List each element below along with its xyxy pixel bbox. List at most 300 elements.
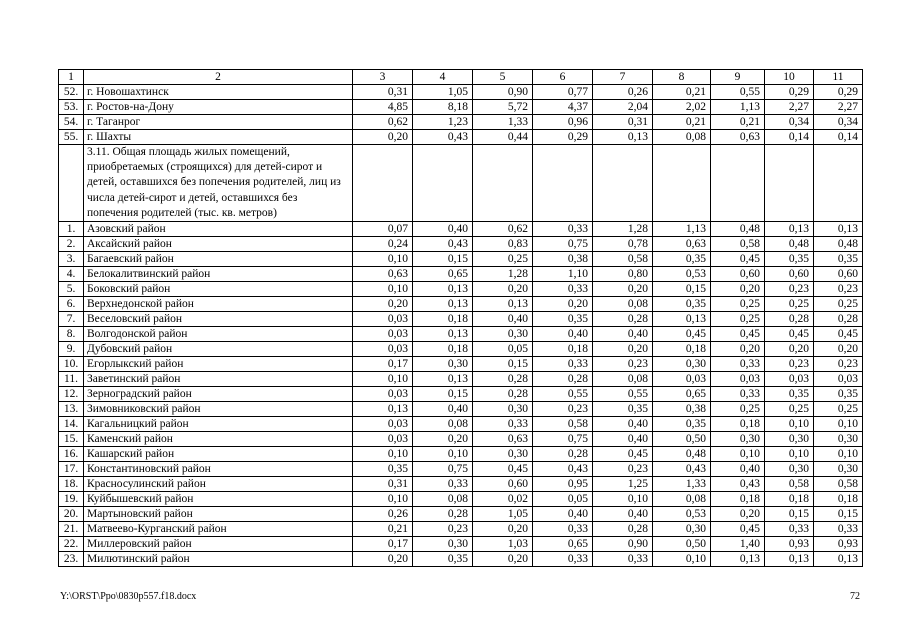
value-cell: 0,53: [653, 267, 711, 282]
row-number: 7.: [59, 312, 84, 327]
value-cell: 0,90: [473, 85, 533, 100]
value-cell: 0,13: [711, 552, 765, 567]
row-name: Веселовский район: [84, 312, 353, 327]
table-row: [59, 282, 863, 297]
value-cell: 0,15: [814, 507, 863, 522]
value-cell: 0,35: [814, 252, 863, 267]
table-row: [59, 492, 863, 507]
value-cell: 2,27: [814, 100, 863, 115]
row-number: 17.: [59, 462, 84, 477]
table-row: [59, 372, 863, 387]
table-row: [59, 552, 863, 567]
row-name: Волгодонской район: [84, 327, 353, 342]
row-number: 8.: [59, 327, 84, 342]
value-cell: 0,43: [711, 477, 765, 492]
row-number: 16.: [59, 447, 84, 462]
value-cell: 0,31: [593, 115, 653, 130]
value-cell: 0,28: [593, 312, 653, 327]
value-cell: 0,20: [593, 282, 653, 297]
value-cell: 0,10: [353, 492, 413, 507]
value-cell: 0,28: [473, 372, 533, 387]
value-cell: 0,03: [353, 312, 413, 327]
row-number: 5.: [59, 282, 84, 297]
value-cell: 0,60: [765, 267, 814, 282]
value-cell: 0,10: [814, 417, 863, 432]
value-cell: 0,15: [473, 357, 533, 372]
header-cell: 10: [765, 70, 814, 85]
value-cell: 0,13: [473, 297, 533, 312]
table-row: [59, 432, 863, 447]
value-cell: 0,35: [765, 252, 814, 267]
value-cell: 0,18: [814, 492, 863, 507]
value-cell: 0,34: [765, 115, 814, 130]
row-name: г. Ростов-на-Дону: [84, 100, 353, 115]
value-cell: 0,90: [593, 537, 653, 552]
value-cell: 0,75: [533, 432, 593, 447]
value-cell: 0,28: [814, 312, 863, 327]
value-cell: 0,48: [653, 447, 711, 462]
value-cell: 0,29: [533, 130, 593, 145]
table-row: [59, 417, 863, 432]
value-cell: 8,18: [413, 100, 473, 115]
value-cell: 0,18: [653, 342, 711, 357]
value-cell: 0,18: [533, 342, 593, 357]
value-cell: 0,26: [353, 507, 413, 522]
header-cell: 5: [473, 70, 533, 85]
value-cell: 0,45: [814, 327, 863, 342]
value-cell: 0,65: [533, 537, 593, 552]
row-name: Куйбышевский район: [84, 492, 353, 507]
value-cell: 0,18: [765, 492, 814, 507]
value-cell: 0,65: [653, 387, 711, 402]
value-cell: 0,20: [711, 507, 765, 522]
value-cell: 0,18: [413, 342, 473, 357]
value-cell: 1,28: [593, 222, 653, 237]
header-cell: 3: [353, 70, 413, 85]
row-name: Константиновский район: [84, 462, 353, 477]
value-cell: 1,03: [473, 537, 533, 552]
value-cell: 0,13: [765, 552, 814, 567]
value-cell: 0,20: [814, 342, 863, 357]
value-cell: 0,03: [353, 342, 413, 357]
value-cell: 0,78: [593, 237, 653, 252]
value-cell: 0,35: [814, 387, 863, 402]
value-cell: 0,30: [653, 357, 711, 372]
value-cell: 2,02: [653, 100, 711, 115]
value-cell: 0,45: [473, 462, 533, 477]
value-cell: 0,10: [353, 372, 413, 387]
value-cell: 0,35: [765, 387, 814, 402]
row-number: 52.: [59, 85, 84, 100]
value-cell: 0,23: [413, 522, 473, 537]
empty-value-cell: [533, 145, 593, 222]
value-cell: 0,75: [413, 462, 473, 477]
value-cell: 0,62: [473, 222, 533, 237]
value-cell: 0,35: [653, 417, 711, 432]
value-cell: 0,23: [814, 357, 863, 372]
value-cell: 0,08: [413, 492, 473, 507]
value-cell: 0,33: [533, 552, 593, 567]
row-number: 55.: [59, 130, 84, 145]
value-cell: 0,43: [413, 237, 473, 252]
value-cell: 0,65: [413, 267, 473, 282]
value-cell: 0,75: [533, 237, 593, 252]
value-cell: 0,58: [814, 477, 863, 492]
table-row: [59, 222, 863, 237]
value-cell: 0,13: [413, 297, 473, 312]
row-number: 1.: [59, 222, 84, 237]
value-cell: 0,55: [711, 85, 765, 100]
value-cell: 0,33: [814, 522, 863, 537]
value-cell: 0,45: [593, 447, 653, 462]
value-cell: 0,60: [711, 267, 765, 282]
value-cell: 0,29: [814, 85, 863, 100]
value-cell: 0,14: [814, 130, 863, 145]
value-cell: 0,30: [653, 522, 711, 537]
section-title: 3.11. Общая площадь жилых помещений, приобретаемых (строящихся) для детей-сирот и детей, оставшихся без попечения родителей, лиц из числа детей-сирот и детей, оставшихся без попечения родителей (тыс. кв. метров): [84, 145, 353, 222]
table-row: [59, 100, 863, 115]
value-cell: 0,03: [765, 372, 814, 387]
value-cell: 0,63: [473, 432, 533, 447]
value-cell: 0,40: [593, 507, 653, 522]
value-cell: 0,35: [653, 252, 711, 267]
row-number: 21.: [59, 522, 84, 537]
value-cell: 0,03: [353, 387, 413, 402]
value-cell: 0,40: [711, 462, 765, 477]
row-name: г. Новошахтинск: [84, 85, 353, 100]
section-header-row: [59, 145, 863, 222]
value-cell: 0,33: [533, 282, 593, 297]
value-cell: 0,25: [814, 402, 863, 417]
value-cell: 0,35: [353, 462, 413, 477]
value-cell: 0,20: [353, 130, 413, 145]
value-cell: 1,05: [413, 85, 473, 100]
header-cell: 9: [711, 70, 765, 85]
table-row: [59, 342, 863, 357]
value-cell: 0,08: [593, 372, 653, 387]
value-cell: 0,50: [653, 432, 711, 447]
value-cell: 0,24: [353, 237, 413, 252]
table-row: [59, 237, 863, 252]
value-cell: 0,43: [533, 462, 593, 477]
value-cell: 0,63: [711, 130, 765, 145]
value-cell: 0,28: [473, 387, 533, 402]
value-cell: 0,62: [353, 115, 413, 130]
value-cell: 0,18: [711, 492, 765, 507]
header-cell: 2: [84, 70, 353, 85]
value-cell: 0,48: [711, 222, 765, 237]
value-cell: 0,13: [593, 130, 653, 145]
value-cell: 2,04: [593, 100, 653, 115]
value-cell: 0,45: [653, 327, 711, 342]
value-cell: 0,23: [593, 357, 653, 372]
value-cell: 0,23: [593, 462, 653, 477]
value-cell: 1,33: [473, 115, 533, 130]
value-cell: 0,25: [814, 297, 863, 312]
value-cell: 0,33: [533, 357, 593, 372]
value-cell: 0,30: [765, 432, 814, 447]
value-cell: 0,40: [593, 417, 653, 432]
value-cell: 0,13: [814, 552, 863, 567]
data-table: [58, 69, 863, 567]
value-cell: 0,20: [353, 552, 413, 567]
row-name: Милютинский район: [84, 552, 353, 567]
value-cell: 0,83: [473, 237, 533, 252]
row-name: Белокалитвинский район: [84, 267, 353, 282]
value-cell: 0,30: [814, 432, 863, 447]
value-cell: 0,03: [814, 372, 863, 387]
value-cell: 0,30: [814, 462, 863, 477]
value-cell: 0,43: [413, 130, 473, 145]
row-name: Азовский район: [84, 222, 353, 237]
value-cell: 0,21: [653, 115, 711, 130]
empty-value-cell: [653, 145, 711, 222]
value-cell: 0,14: [765, 130, 814, 145]
value-cell: 0,15: [413, 252, 473, 267]
row-number: 22.: [59, 537, 84, 552]
value-cell: 0,08: [653, 492, 711, 507]
value-cell: 0,35: [533, 312, 593, 327]
row-number: 14.: [59, 417, 84, 432]
value-cell: 0,96: [533, 115, 593, 130]
value-cell: 0,38: [653, 402, 711, 417]
value-cell: 0,20: [353, 297, 413, 312]
value-cell: 0,48: [765, 237, 814, 252]
row-name: Аксайский район: [84, 237, 353, 252]
value-cell: 0,34: [814, 115, 863, 130]
empty-value-cell: [593, 145, 653, 222]
value-cell: 0,23: [765, 357, 814, 372]
value-cell: 0,02: [473, 492, 533, 507]
value-cell: 0,33: [413, 477, 473, 492]
value-cell: 0,30: [473, 402, 533, 417]
value-cell: 1,40: [711, 537, 765, 552]
value-cell: 0,13: [413, 372, 473, 387]
empty-value-cell: [413, 145, 473, 222]
value-cell: 0,40: [593, 327, 653, 342]
row-name: г. Шахты: [84, 130, 353, 145]
value-cell: 0,30: [413, 357, 473, 372]
table-row: [59, 447, 863, 462]
row-number: 18.: [59, 477, 84, 492]
value-cell: 0,10: [814, 447, 863, 462]
value-cell: 0,55: [533, 387, 593, 402]
row-number: 10.: [59, 357, 84, 372]
value-cell: 0,03: [711, 372, 765, 387]
value-cell: 0,17: [353, 537, 413, 552]
value-cell: 0,35: [593, 402, 653, 417]
row-name: Кагальницкий район: [84, 417, 353, 432]
value-cell: 0,33: [711, 387, 765, 402]
value-cell: 0,58: [533, 417, 593, 432]
footer-file-path: Y:\ORST\Ppo\0830p557.f18.docx: [60, 591, 197, 602]
value-cell: 0,58: [711, 237, 765, 252]
value-cell: 0,20: [711, 342, 765, 357]
row-name: Егорлыкский район: [84, 357, 353, 372]
value-cell: 0,23: [533, 402, 593, 417]
value-cell: 0,15: [653, 282, 711, 297]
empty-value-cell: [814, 145, 863, 222]
value-cell: 0,10: [765, 447, 814, 462]
value-cell: 0,33: [593, 552, 653, 567]
value-cell: 0,18: [413, 312, 473, 327]
value-cell: 0,08: [593, 297, 653, 312]
row-number: 11.: [59, 372, 84, 387]
value-cell: 0,13: [653, 312, 711, 327]
row-number: 6.: [59, 297, 84, 312]
value-cell: 0,93: [814, 537, 863, 552]
value-cell: 1,13: [653, 222, 711, 237]
table-row: [59, 130, 863, 145]
value-cell: 0,25: [711, 312, 765, 327]
value-cell: 0,10: [413, 447, 473, 462]
value-cell: 0,23: [765, 282, 814, 297]
value-cell: 2,27: [765, 100, 814, 115]
value-cell: 0,45: [711, 522, 765, 537]
value-cell: 0,60: [473, 477, 533, 492]
value-cell: 0,95: [533, 477, 593, 492]
row-number: 20.: [59, 507, 84, 522]
value-cell: 0,05: [473, 342, 533, 357]
value-cell: 0,30: [473, 327, 533, 342]
value-cell: 0,33: [765, 522, 814, 537]
row-name: Дубовский район: [84, 342, 353, 357]
table-row: [59, 85, 863, 100]
table-row: [59, 267, 863, 282]
empty-value-cell: [353, 145, 413, 222]
value-cell: 0,15: [413, 387, 473, 402]
value-cell: 1,33: [653, 477, 711, 492]
value-cell: 0,03: [353, 432, 413, 447]
row-number: 15.: [59, 432, 84, 447]
value-cell: 0,38: [533, 252, 593, 267]
value-cell: 0,21: [711, 115, 765, 130]
value-cell: 0,03: [653, 372, 711, 387]
row-number: 9.: [59, 342, 84, 357]
row-number: 19.: [59, 492, 84, 507]
value-cell: 5,72: [473, 100, 533, 115]
row-number: 4.: [59, 267, 84, 282]
value-cell: 0,20: [473, 522, 533, 537]
value-cell: 0,20: [413, 432, 473, 447]
row-name: Боковский район: [84, 282, 353, 297]
value-cell: 0,40: [413, 402, 473, 417]
value-cell: 0,08: [413, 417, 473, 432]
value-cell: 0,25: [765, 402, 814, 417]
value-cell: 0,77: [533, 85, 593, 100]
value-cell: 0,10: [353, 447, 413, 462]
document-table-container: [58, 69, 862, 567]
value-cell: 0,58: [593, 252, 653, 267]
section-number-cell: [59, 145, 84, 222]
header-cell: 1: [59, 70, 84, 85]
value-cell: 0,30: [765, 462, 814, 477]
row-number: 13.: [59, 402, 84, 417]
table-row: [59, 477, 863, 492]
value-cell: 0,10: [353, 282, 413, 297]
table-row: [59, 507, 863, 522]
table-row: [59, 357, 863, 372]
value-cell: 0,33: [711, 357, 765, 372]
table-row: [59, 252, 863, 267]
value-cell: 0,13: [413, 282, 473, 297]
table-row: [59, 312, 863, 327]
value-cell: 0,10: [653, 552, 711, 567]
value-cell: 0,45: [765, 327, 814, 342]
value-cell: 1,13: [711, 100, 765, 115]
row-number: 2.: [59, 237, 84, 252]
value-cell: 0,28: [765, 312, 814, 327]
value-cell: 0,10: [711, 447, 765, 462]
value-cell: 0,25: [473, 252, 533, 267]
table-row: [59, 537, 863, 552]
value-cell: 0,18: [711, 417, 765, 432]
row-name: Зерноградский район: [84, 387, 353, 402]
value-cell: 0,13: [765, 222, 814, 237]
value-cell: 1,23: [413, 115, 473, 130]
value-cell: 0,03: [353, 417, 413, 432]
value-cell: 0,55: [593, 387, 653, 402]
value-cell: 0,48: [814, 237, 863, 252]
value-cell: 0,43: [653, 462, 711, 477]
row-name: Верхнедонской район: [84, 297, 353, 312]
value-cell: 1,05: [473, 507, 533, 522]
value-cell: 0,30: [711, 432, 765, 447]
table-row: [59, 462, 863, 477]
table-row: [59, 402, 863, 417]
value-cell: 0,20: [473, 282, 533, 297]
value-cell: 0,30: [473, 447, 533, 462]
value-cell: 0,29: [765, 85, 814, 100]
header-cell: 8: [653, 70, 711, 85]
value-cell: 0,44: [473, 130, 533, 145]
row-name: Миллеровский район: [84, 537, 353, 552]
row-name: Заветинский район: [84, 372, 353, 387]
value-cell: 0,26: [593, 85, 653, 100]
row-number: 53.: [59, 100, 84, 115]
header-cell: 7: [593, 70, 653, 85]
value-cell: 0,13: [353, 402, 413, 417]
header-cell: 4: [413, 70, 473, 85]
table-row: [59, 115, 863, 130]
value-cell: 0,13: [413, 327, 473, 342]
row-name: Красносулинский район: [84, 477, 353, 492]
row-number: 23.: [59, 552, 84, 567]
row-number: 54.: [59, 115, 84, 130]
value-cell: 0,45: [711, 327, 765, 342]
value-cell: 0,40: [473, 312, 533, 327]
value-cell: 0,10: [765, 417, 814, 432]
value-cell: 0,31: [353, 477, 413, 492]
row-name: Зимовниковский район: [84, 402, 353, 417]
value-cell: 0,20: [533, 297, 593, 312]
value-cell: 0,63: [653, 237, 711, 252]
value-cell: 0,20: [711, 282, 765, 297]
value-cell: 0,25: [765, 297, 814, 312]
empty-value-cell: [711, 145, 765, 222]
value-cell: 0,33: [473, 417, 533, 432]
table-row: [59, 522, 863, 537]
value-cell: 0,23: [814, 282, 863, 297]
header-row: [59, 70, 863, 85]
value-cell: 0,17: [353, 357, 413, 372]
value-cell: 1,10: [533, 267, 593, 282]
value-cell: 0,07: [353, 222, 413, 237]
footer-page-number: 72: [850, 591, 860, 602]
table-row: [59, 297, 863, 312]
value-cell: 0,30: [413, 537, 473, 552]
value-cell: 0,10: [593, 492, 653, 507]
